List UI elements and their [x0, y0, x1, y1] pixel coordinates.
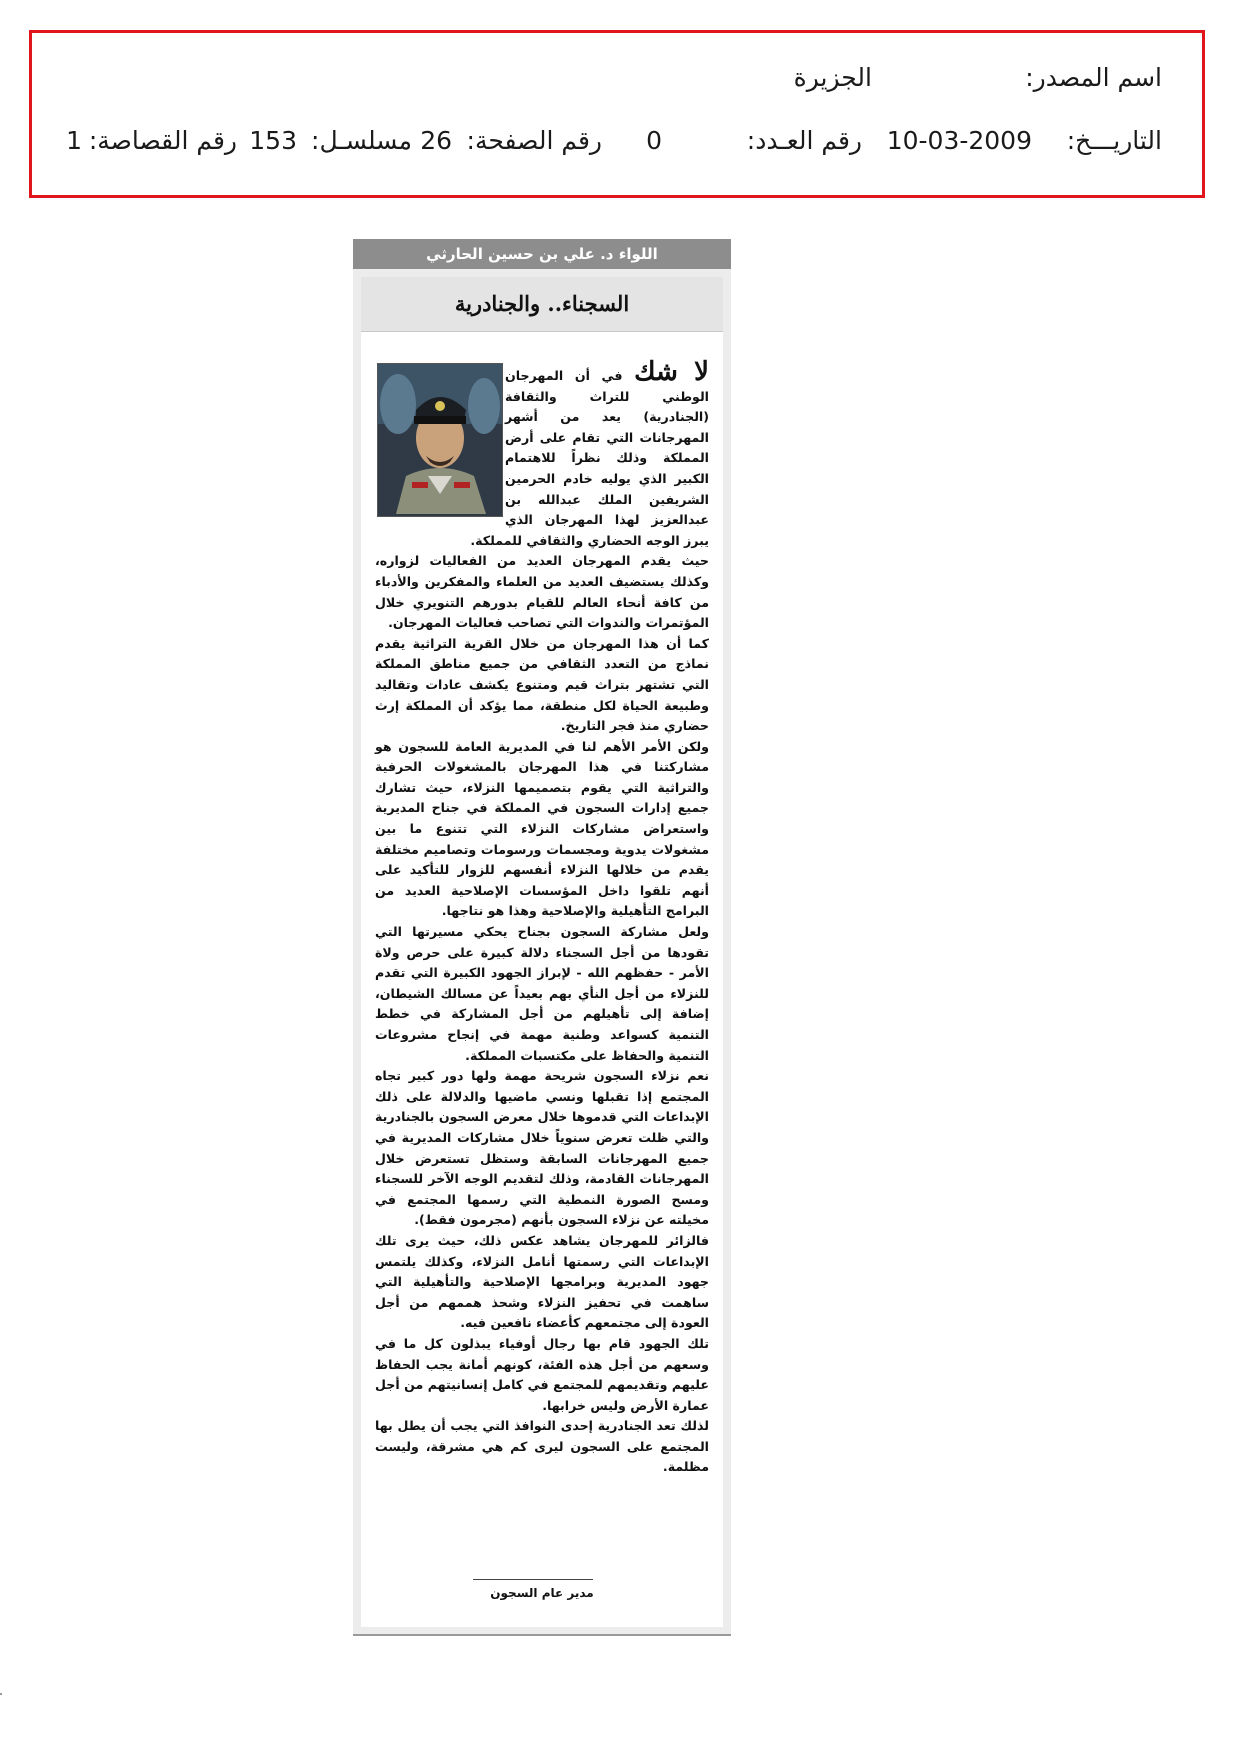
issue-label: رقم العـدد:	[746, 126, 862, 155]
paragraph-4: ولكن الأمر الأهم لنا في المديرية العامة للسجون هو مشاركتنا في هذا المهرجان بالمشغولات الحرفية والتراثية التي يقوم بتصميمها النزلاء، حيث تشارك جميع إدارات السجون في المملكة في جناح المديرية واستعراض مشاركات النزلاء التي تتنوع ما بين مشغولات يدوية ومجسمات ورسومات وتصاميم مختلفة يقدم من خلالها النزلاء أنفسهم للزوار للتأكيد على أنهم تلقوا داخل المؤسسات الإصلاحية العديد من البرامج التأهيلية والإصلاحية وهذا هو نتاجها.	[375, 738, 709, 919]
article-clipping	[353, 239, 731, 1636]
signature: مدير عام السجون	[490, 1586, 594, 1600]
paragraph-7: فالزائر للمهرجان يشاهد عكس ذلك، حيث يرى تلك الإبداعات التي رسمتها أنامل النزلاء، وكذلك يلتمس جهود المديرية وبرامجها الإصلاحية والتأهيلية التي ساهمت في تحفيز النزلاء وشحذ هممهم من أجل العودة إلى مجتمعهم كأعضاء نافعين فيه.	[375, 1232, 709, 1331]
article-body	[375, 359, 709, 1478]
paragraph-5: ولعل مشاركة السجون بجناح يحكي مسيرتها التي تقودها من أجل السجناء دلالة كبيرة على حرص ولاة الأمر - حفظهم الله - لإبراز الجهود الكبيرة التي تقدم للنزلاء من أجل النأي بهم بعيداً عن مسالك الشيطان، إضافة إلى تأهيلهم من أجل المشاركة في خطط التنمية كسواعد وطنية مهمة في إنجاح مشروعات التنمية والحفاظ على مكتسبات المملكة.	[375, 924, 709, 1063]
clip-value: 1	[66, 126, 82, 155]
paragraph-8: تلك الجهود قام بها رجال أوفياء يبذلون كل ما في وسعهم من أجل هذه الفئة، كونهم أمانة يجب الحفاظ عليهم وتقديمهم للمجتمع في كامل إنسانيتهم من أجل عمارة الأرض وليس خرابها.	[375, 1335, 709, 1413]
paragraph-9: لذلك تعد الجنادرية إحدى النوافذ التي يجب أن يطل بها المجتمع على السجون ليرى كم هي مشرقة، وليست مظلمة.	[375, 1418, 709, 1475]
signature-divider	[473, 1579, 593, 1580]
paragraph-3: كما أن هذا المهرجان من خلال القرية التراثية يقدم نماذج من التعدد الثقافي من جميع مناطق المملكة التي تشتهر بتراث قيم ومتنوع يكشف عادات وتقاليد وطبيعة الحياة لكل منطقة، مما يؤكد أن المملكة إرث حضاري منذ فجر التاريخ.	[375, 635, 709, 734]
lead-word: لا شك	[634, 357, 710, 387]
paragraph-2: حيث يقدم المهرجان العديد من الفعاليات لزواره، وكذلك يستضيف العديد من العلماء والمفكرين والأدباء من كافة أنحاء العالم للقيام بدورهم التنويري خلال المؤتمرات والندوات التي تصاحب فعاليات المهرجان.	[375, 553, 709, 631]
article-panel	[361, 277, 723, 1627]
issue-value: 0	[646, 126, 662, 155]
source-label: اسم المصدر:	[1025, 63, 1162, 92]
scan-speck	[0, 1693, 2, 1695]
paragraph-6: نعم نزلاء السجون شريحة مهمة ولها دور كبير تجاه المجتمع إذا تقبلها ونسي ماضيها والدلالة على ذلك الإبداعات التي قدموها خلال معرض السجون بالجنادرية والتي ظلت تعرض سنوياً خلال مشاركات المديرية في جميع المهرجانات السابقة وستظل تستعرض خلال المهرجانات القادمة، وذلك لتقديم الوجه الآخر للسجناء ومسح الصورة النمطية التي رسمها المجتمع في مخيلته عن نزلاء السجون بأنهم (مجرمون فقط).	[375, 1068, 709, 1228]
clip-label: رقم القصاصة:	[88, 126, 237, 155]
serial-value: 153	[249, 126, 297, 155]
article-title: السجناء.. والجنادرية	[454, 291, 630, 316]
date-value: 10-03-2009	[886, 126, 1032, 155]
paragraph-1-text: في أن المهرجان الوطني للتراث والثقافة (الجنادرية) يعد من أشهر المهرجانات التي تقام على أرض المملكة وذلك نظراً للاهتمام الكبير الذي يوليه خادم الحرمين الشريفين الملك عبدالله بن عبدالعزيز لهذا المهرجان الذي يبرز الوجه الحضاري والثقافي للمملكة.	[470, 368, 709, 548]
date-label: التاريـــخ:	[1066, 126, 1162, 155]
page-label: رقم الصفحة:	[466, 126, 602, 155]
photo-spacer	[375, 359, 505, 521]
page-value: 26	[420, 126, 452, 155]
author-byline: اللواء د. علي بن حسين الحارثي	[353, 239, 731, 269]
source-row	[32, 58, 1202, 98]
source-value: الجزيرة	[793, 63, 872, 92]
title-band	[361, 277, 723, 332]
serial-label: مسلسـل:	[311, 126, 412, 155]
clipping-info-box	[29, 30, 1205, 198]
meta-row	[32, 121, 1202, 161]
